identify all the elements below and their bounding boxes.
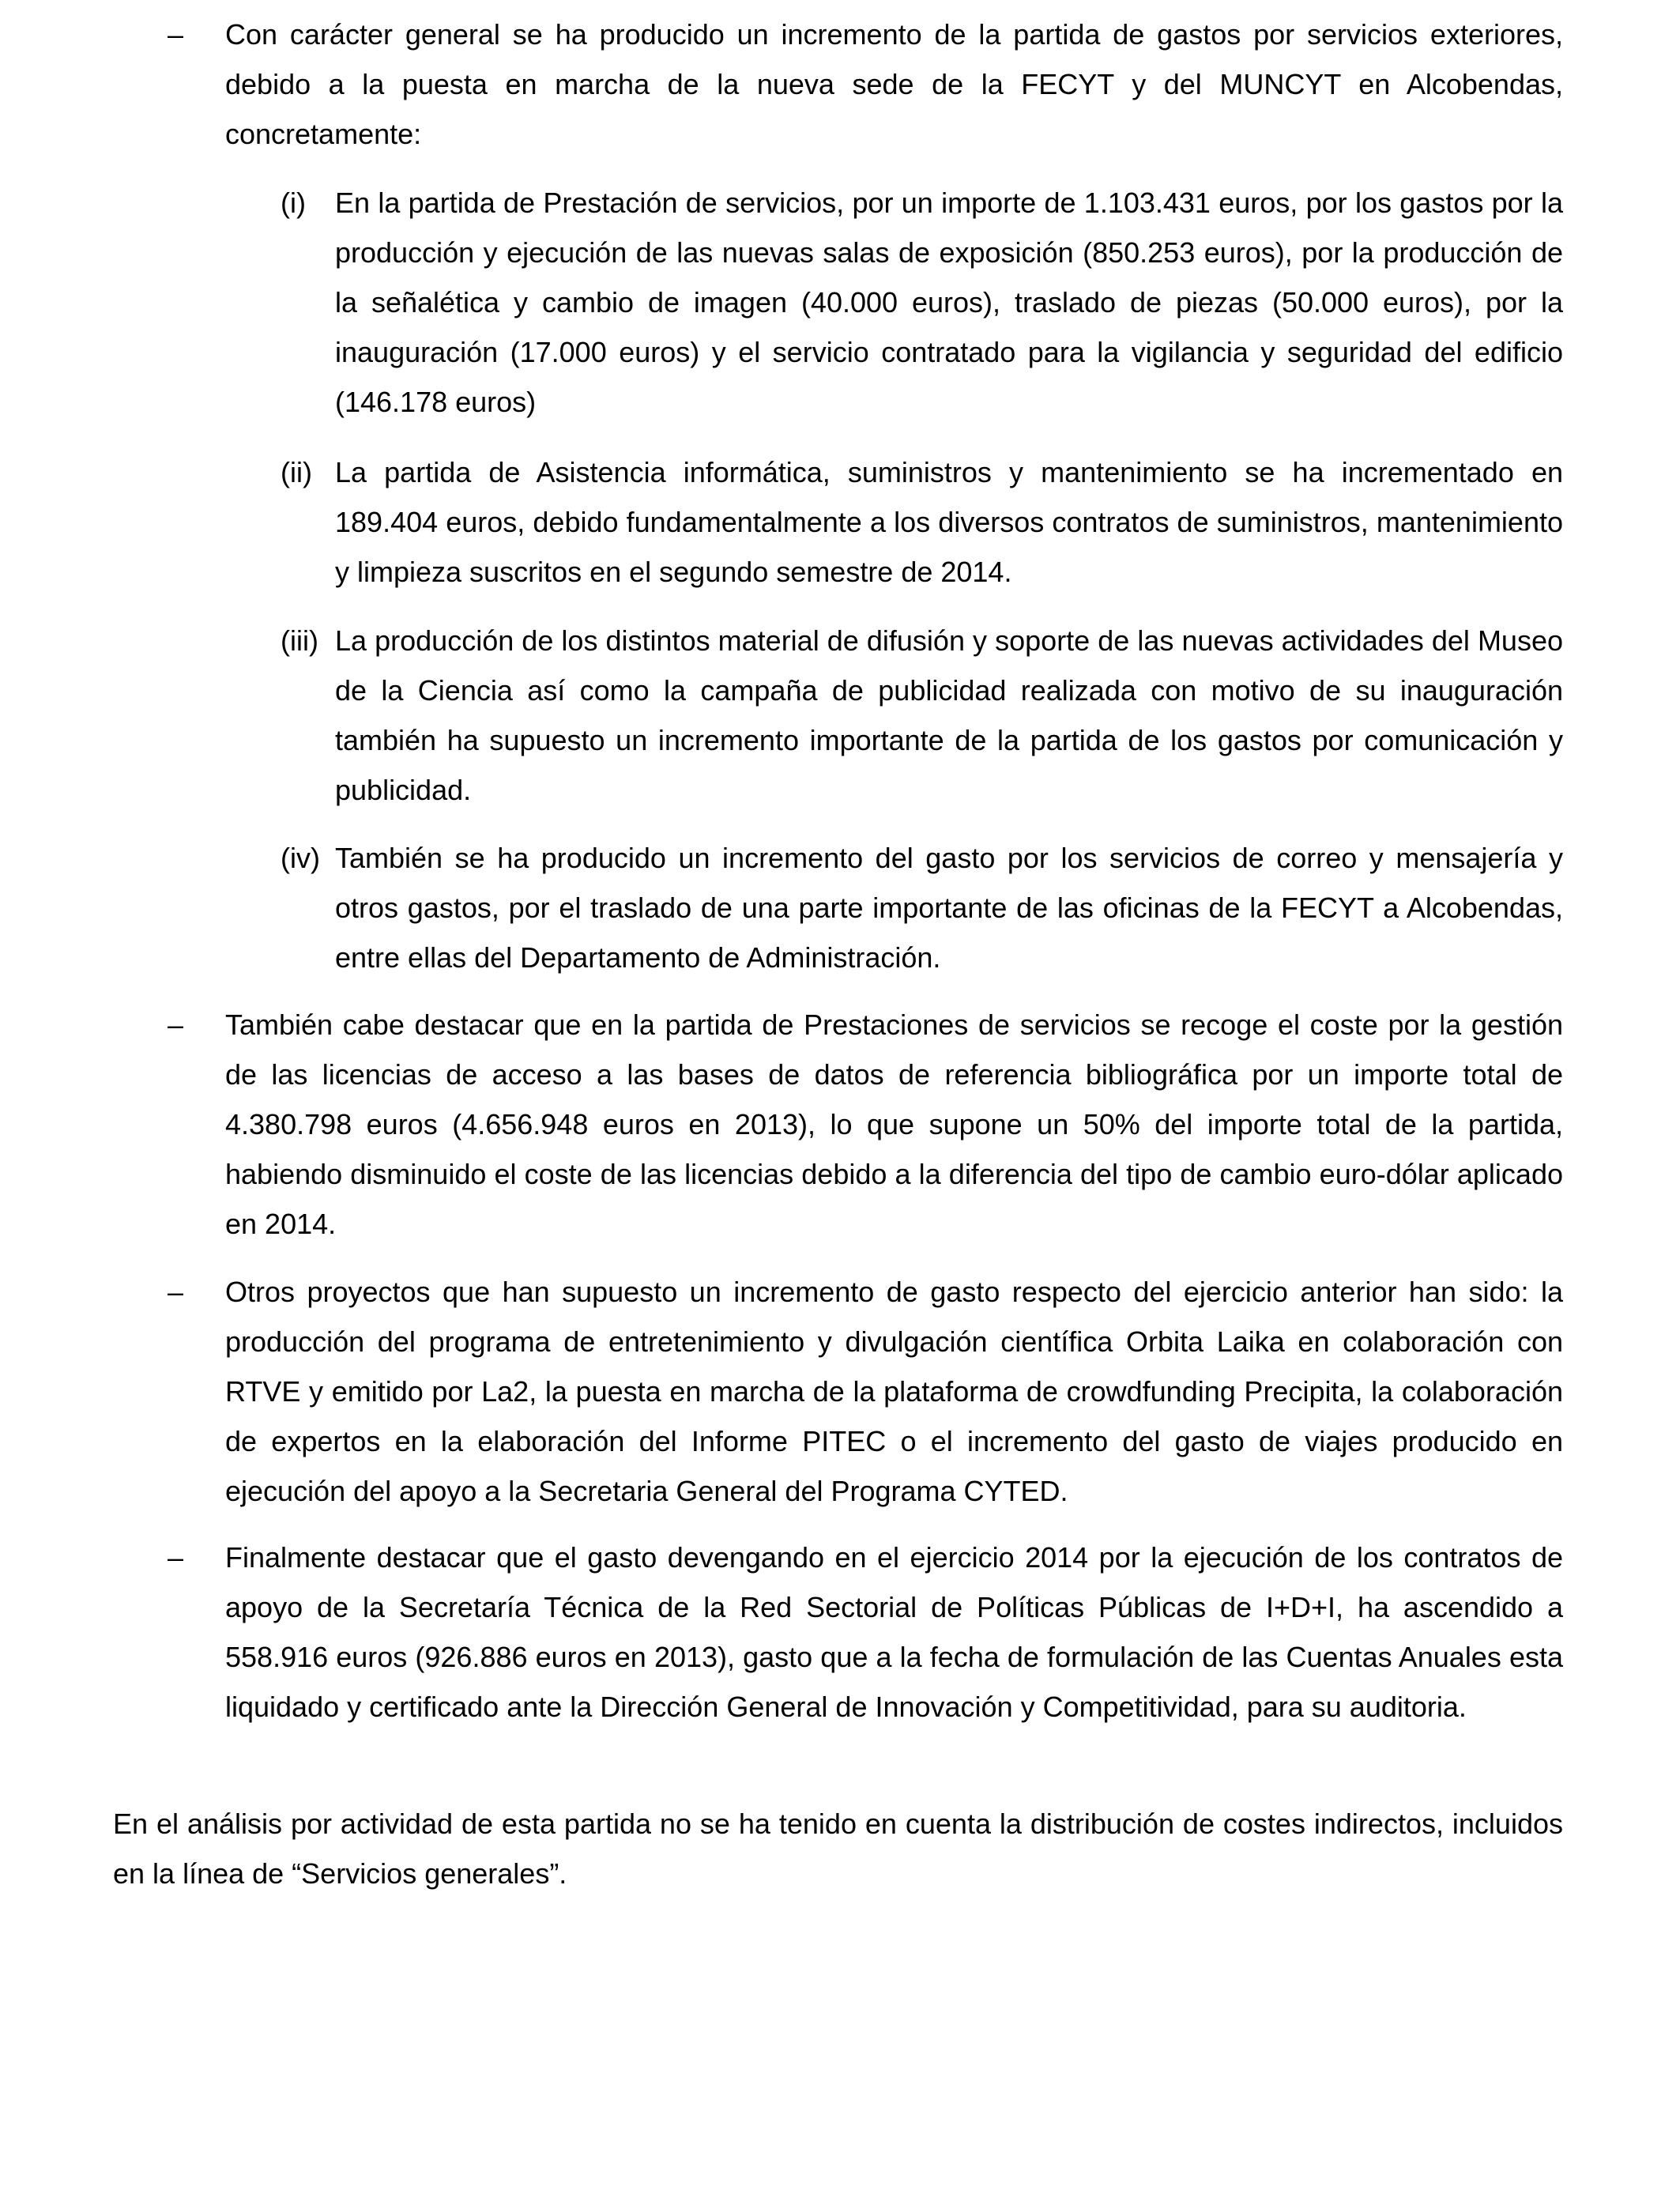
bullet-4-text: Finalmente destacar que el gasto devengando en el ejercicio 2014 por la ejecución de los contratos de apoyo de la Secretaría Técnica de la Red Sectorial de Políticas Públicas de I+D+I, ha ascendido a 558.916 euros (926.886 euros en 2013), gasto que a la fecha de formulación de las Cuentas Anuales esta liquidado y certificado ante la Dirección General de Innovación y Competitividad, para su auditoria. <box>225 1541 1563 1723</box>
sub-item-iv-text: También se ha producido un incremento del gasto por los servicios de correo y mensajería y otros gastos, por el traslado de una parte importante de las oficinas de la FECYT a Alcobendas, entre ellas del Departamento de Administración. <box>335 842 1563 974</box>
sub-item-marker-iii: (iii) <box>281 624 318 657</box>
sub-item-ii-text: La partida de Asistencia informática, suministros y mantenimiento se ha incrementado en 189.404 euros, debido fundamentalmente a los diversos contratos de suministros, mantenimiento y limpieza suscritos en el segundo semestre de 2014. <box>335 456 1563 588</box>
bullet-dash-1: – <box>168 18 184 51</box>
sub-item-i-text: En la partida de Prestación de servicios, por un importe de 1.103.431 euros, por los gastos por la producción y ejecución de las nuevas salas de exposición (850.253 euros), por la producción de la señalética y cambio de imagen (40.000 euros), traslado de piezas (50.000 euros), por la inauguración (17.000 euros) y el servicio contratado para la vigilancia y seguridad del edificio (146.178 euros) <box>335 187 1563 418</box>
sub-item-marker-ii: (ii) <box>281 456 312 488</box>
bullet-dash-2: – <box>168 1008 184 1041</box>
bullet-1-text: Con carácter general se ha producido un incremento de la partida de gastos por servicios exteriores, debido a la puesta en marcha de la nueva sede de la FECYT y del MUNCYT en Alcobendas, concretamente: <box>225 18 1563 150</box>
sub-item-iii-text: La producción de los distintos material de difusión y soporte de las nuevas actividades del Museo de la Ciencia así como la campaña de publicidad realizada con motivo de su inauguración también ha supuesto un incremento importante de la partida de los gastos por comunicación y publicidad. <box>335 624 1563 806</box>
bullet-2-text: También cabe destacar que en la partida de Prestaciones de servicios se recoge el coste por la gestión de las licencias de acceso a las bases de datos de referencia bibliográfica por un importe total de 4.380.798 euros (4.656.948 euros en 2013), lo que supone un 50% del importe total de la partida, habiendo disminuido el coste de las licencias debido a la diferencia del tipo de cambio euro-dólar aplicado en 2014. <box>225 1008 1563 1240</box>
sub-item-marker-iv: (iv) <box>281 842 320 874</box>
bullet-3-text: Otros proyectos que han supuesto un incremento de gasto respecto del ejercicio anterior han sido: la producción del programa de entretenimiento y divulgación científica Orbita Laika en colaboración con RTVE y emitido por La2, la puesta en marcha de la plataforma de crowdfunding Precipita, la colaboración de expertos en la elaboración del Informe PITEC o el incremento del gasto de viajes producido en ejecución del apoyo a la Secretaria General del Programa CYTED. <box>225 1276 1563 1507</box>
sub-item-marker-i: (i) <box>281 187 306 219</box>
closing-paragraph: En el análisis por actividad de esta partida no se ha tenido en cuenta la distribución de costes indirectos, incluidos en la línea de “Servicios generales”. <box>113 1808 1563 1890</box>
bullet-dash-4: – <box>168 1541 184 1574</box>
bullet-dash-3: – <box>168 1276 184 1308</box>
